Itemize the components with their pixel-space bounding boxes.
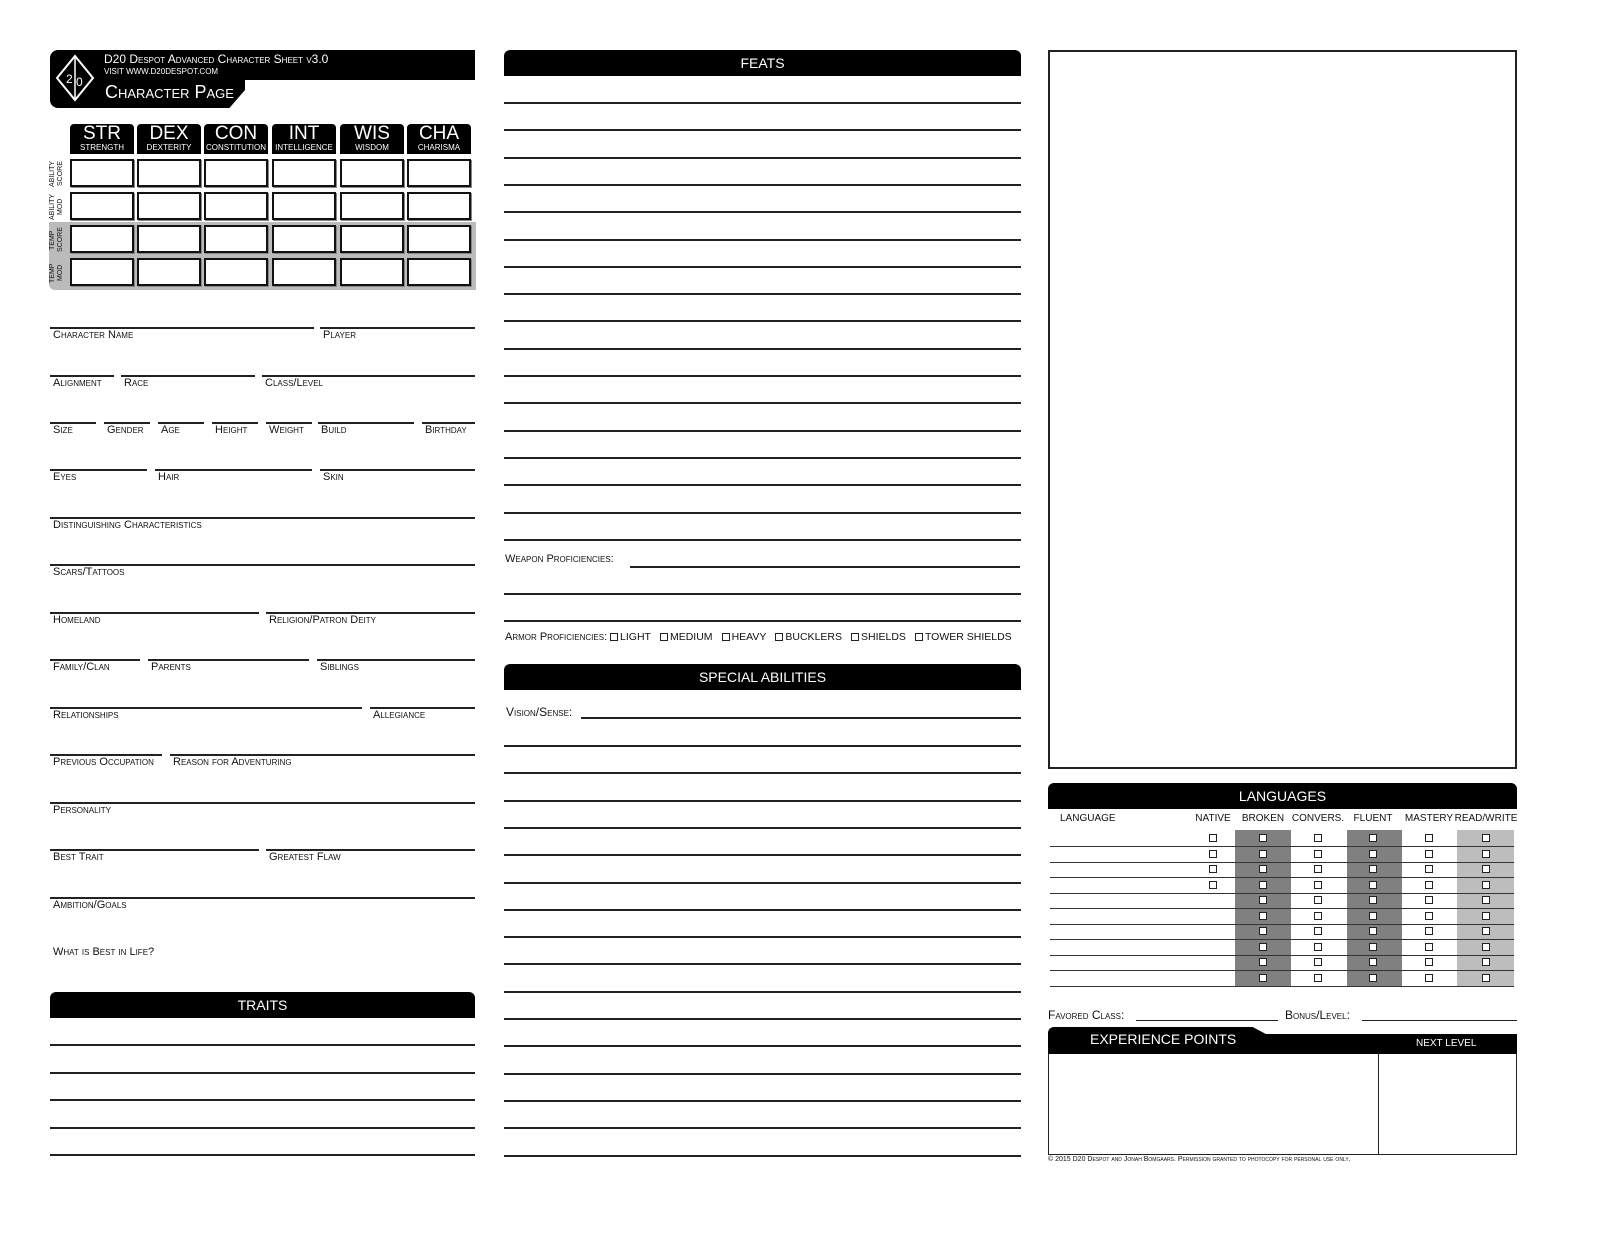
ability-row-label: TEMP MOD [49, 263, 64, 283]
field-label-personality: Personality [53, 804, 112, 816]
feats-header: FEATS [504, 50, 1021, 76]
character-portrait-box[interactable] [1048, 50, 1517, 769]
ability-input-cha[interactable] [407, 159, 471, 187]
language-checkbox[interactable] [1259, 834, 1267, 842]
field-label-siblings: Siblings [320, 661, 359, 673]
trait-line[interactable] [50, 1154, 475, 1156]
field-label-hair: Hair [158, 471, 180, 483]
special-ability-line[interactable] [504, 854, 1021, 856]
ability-input-con[interactable] [204, 159, 268, 187]
ability-name: CONSTITUTION [206, 143, 266, 152]
next-level-label: NEXT LEVEL [1416, 1038, 1477, 1049]
language-column-header: READ/WRITE [1454, 813, 1518, 824]
language-checkbox[interactable] [1369, 834, 1377, 842]
field-label-family-clan: Family/Clan [53, 661, 110, 673]
bonus-level-label: Bonus/Level: [1285, 1008, 1350, 1022]
ability-name: STRENGTH [80, 143, 124, 152]
ability-input-dex[interactable] [137, 159, 201, 187]
language-checkbox[interactable] [1259, 896, 1267, 904]
ability-name: DEXTERITY [146, 143, 192, 152]
language-name-field[interactable] [1050, 924, 1188, 939]
field-label-ambition-goals: Ambition/Goals [53, 899, 127, 911]
armor-option[interactable] [851, 631, 906, 643]
armor-option[interactable] [722, 631, 767, 643]
special-ability-line[interactable] [504, 745, 1021, 747]
feat-line[interactable] [504, 184, 1021, 186]
trait-line[interactable] [50, 1072, 475, 1074]
language-checkbox[interactable] [1314, 927, 1322, 935]
ability-header-wis [340, 124, 404, 154]
armor-proficiencies-label: Armor Proficiencies: [505, 631, 608, 643]
field-label-race: Race [124, 377, 149, 389]
armor-option-label: BUCKLERS [785, 631, 842, 643]
special-ability-line[interactable] [504, 882, 1021, 884]
field-label-size: Size [53, 424, 73, 436]
language-checkbox[interactable] [1314, 943, 1322, 951]
ability-input-cha[interactable] [407, 192, 471, 220]
ability-row-label: ABILITY SCORE [49, 160, 64, 188]
language-checkbox[interactable] [1425, 943, 1433, 951]
language-checkbox[interactable] [1259, 850, 1267, 858]
ability-header-dex [137, 124, 201, 154]
feat-line[interactable] [504, 402, 1021, 404]
feat-line[interactable] [504, 266, 1021, 268]
feat-line[interactable] [504, 375, 1021, 377]
language-checkbox[interactable] [1482, 834, 1490, 842]
vision-sense-label: Vision/Sense: [506, 705, 573, 719]
xp-title: EXPERIENCE POINTS [1090, 1031, 1237, 1047]
checkbox[interactable] [660, 633, 668, 641]
language-checkbox[interactable] [1482, 974, 1490, 982]
language-checkbox[interactable] [1259, 865, 1267, 873]
language-checkbox[interactable] [1209, 850, 1217, 858]
language-checkbox[interactable] [1314, 865, 1322, 873]
language-checkbox[interactable] [1425, 834, 1433, 842]
language-name-field[interactable] [1050, 955, 1188, 970]
language-name-field[interactable] [1050, 862, 1188, 877]
armor-option-label: TOWER SHIELDS [924, 631, 1012, 643]
field-label-skin: Skin [323, 471, 344, 483]
trait-line[interactable] [50, 1044, 475, 1046]
language-checkbox[interactable] [1425, 974, 1433, 982]
ability-row-label: TEMP SCORE [49, 227, 64, 253]
checkbox[interactable] [915, 633, 923, 641]
language-name-field[interactable] [1050, 909, 1188, 924]
feat-line[interactable] [504, 457, 1021, 459]
special-ability-line[interactable] [504, 1073, 1021, 1075]
language-checkbox[interactable] [1369, 958, 1377, 966]
ability-input-str[interactable] [70, 192, 134, 220]
field-label-allegiance: Allegiance [373, 709, 426, 721]
language-name-field[interactable] [1050, 847, 1188, 862]
favored-class-field[interactable] [1136, 1020, 1278, 1021]
language-name-field[interactable] [1050, 971, 1188, 986]
ability-header-str [70, 124, 134, 154]
ability-input-int[interactable] [272, 159, 336, 187]
language-checkbox[interactable] [1369, 865, 1377, 873]
special-ability-line[interactable] [504, 936, 1021, 938]
special-ability-line[interactable] [504, 963, 1021, 965]
field-label-class-level: Class/Level [265, 377, 324, 389]
ability-input-int[interactable] [272, 192, 336, 220]
language-checkbox[interactable] [1209, 881, 1217, 889]
special-abilities-header: SPECIAL ABILITIES [504, 664, 1021, 690]
special-ability-line[interactable] [504, 827, 1021, 829]
language-column-header: LANGUAGE [1060, 813, 1116, 824]
field-label-reason-for-adventuring: Reason for Adventuring [173, 756, 292, 768]
languages-header: LANGUAGES [1048, 783, 1517, 809]
field-label-player: Player [323, 329, 356, 341]
ability-input-con[interactable] [204, 225, 268, 253]
armor-proficiencies [505, 631, 1021, 643]
language-checkbox[interactable] [1314, 974, 1322, 982]
special-ability-line[interactable] [504, 772, 1021, 774]
checkbox[interactable] [610, 633, 618, 641]
language-checkbox[interactable] [1314, 834, 1322, 842]
svg-text:0: 0 [76, 75, 83, 89]
ability-name: WISDOM [355, 143, 389, 152]
armor-option[interactable] [660, 631, 713, 643]
feat-line[interactable] [504, 539, 1021, 541]
language-checkbox[interactable] [1314, 958, 1322, 966]
ability-input-str[interactable] [70, 159, 134, 187]
sheet-title: D20 Despot Advanced Character Sheet v3.0 [104, 52, 329, 66]
language-name-field[interactable] [1050, 940, 1188, 955]
language-checkbox[interactable] [1425, 896, 1433, 904]
field-label-scars-tattoos: Scars/Tattoos [53, 566, 125, 578]
language-checkbox[interactable] [1369, 850, 1377, 858]
language-column-header: CONVERS. [1291, 813, 1345, 824]
language-checkbox[interactable] [1482, 943, 1490, 951]
language-checkbox[interactable] [1369, 896, 1377, 904]
field-label-homeland: Homeland [53, 614, 101, 626]
feat-line[interactable] [504, 239, 1021, 241]
ability-abbr: DEX [149, 123, 189, 144]
field-label-build: Build [321, 424, 347, 436]
language-column-header: BROKEN [1241, 813, 1285, 824]
special-ability-line[interactable] [504, 909, 1021, 911]
language-column-header: MASTERY [1404, 813, 1454, 824]
language-row-line [1050, 986, 1514, 987]
weapon-line[interactable] [504, 620, 1021, 622]
language-column-header: FLUENT [1353, 813, 1393, 824]
armor-option[interactable] [610, 631, 651, 643]
ability-abbr: CHA [418, 123, 460, 144]
field-label-previous-occupation: Previous Occupation [53, 756, 154, 768]
field-label-height: Height [215, 424, 248, 436]
language-checkbox[interactable] [1425, 850, 1433, 858]
copyright-footer: © 2015 D20 Despot and Jonah Bomgaars. Permission granted to photocopy for personal use only. [1048, 1156, 1351, 1163]
language-checkbox[interactable] [1259, 943, 1267, 951]
language-checkbox[interactable] [1314, 912, 1322, 920]
page-title: Character Page [105, 82, 234, 102]
trait-line[interactable] [50, 1099, 475, 1101]
language-checkbox[interactable] [1482, 927, 1490, 935]
ability-input-con[interactable] [204, 258, 268, 286]
ability-row-label: ABILITY MOD [49, 193, 64, 221]
ability-input-dex[interactable] [137, 225, 201, 253]
field-label-character-name: Character Name [53, 329, 134, 341]
armor-option-label: HEAVY [731, 631, 767, 643]
field-line[interactable] [50, 802, 475, 804]
language-checkbox[interactable] [1482, 850, 1490, 858]
ability-input-wis[interactable] [340, 159, 404, 187]
ability-input-wis[interactable] [340, 225, 404, 253]
language-checkbox[interactable] [1482, 896, 1490, 904]
ability-input-cha[interactable] [407, 258, 471, 286]
ability-abbr: INT [288, 123, 320, 144]
ability-input-str[interactable] [70, 258, 134, 286]
language-name-field[interactable] [1050, 893, 1188, 908]
logo-icon [55, 54, 95, 102]
traits-header: TRAITS [50, 992, 475, 1018]
site-url: VISIT WWW.D20DESPOT.COM [104, 67, 219, 76]
ability-input-int[interactable] [272, 258, 336, 286]
language-checkbox[interactable] [1425, 865, 1433, 873]
field-label-distinguishing-characteristics: Distinguishing Characteristics [53, 519, 202, 531]
armor-option-label: MEDIUM [669, 631, 713, 643]
feat-line[interactable] [504, 512, 1021, 514]
special-ability-line[interactable] [504, 1155, 1021, 1157]
language-checkbox[interactable] [1259, 912, 1267, 920]
language-checkbox[interactable] [1314, 896, 1322, 904]
checkbox[interactable] [775, 633, 783, 641]
field-label-eyes: Eyes [53, 471, 77, 483]
trait-line[interactable] [50, 1127, 475, 1129]
armor-option-label: SHIELDS [861, 631, 906, 643]
field-label-birthday: Birthday [425, 424, 467, 436]
checkbox[interactable] [722, 633, 730, 641]
feat-line[interactable] [504, 348, 1021, 350]
ability-input-wis[interactable] [340, 192, 404, 220]
next-level-field[interactable] [1378, 1053, 1517, 1155]
language-checkbox[interactable] [1425, 927, 1433, 935]
language-checkbox[interactable] [1369, 912, 1377, 920]
feat-line[interactable] [504, 157, 1021, 159]
special-ability-line[interactable] [504, 1100, 1021, 1102]
field-label-age: Age [161, 424, 180, 436]
field-label-relationships: Relationships [53, 709, 119, 721]
field-label-what-is-best-in-life-: What is Best in Life? [53, 946, 155, 958]
weapon-proficiencies-field[interactable] [630, 566, 1020, 568]
field-label-religion-patron-deity: Religion/Patron Deity [269, 614, 376, 626]
feat-line[interactable] [504, 320, 1021, 322]
field-label-weight: Weight [269, 424, 304, 436]
language-checkbox[interactable] [1482, 865, 1490, 873]
language-name-field[interactable] [1050, 878, 1188, 893]
svg-text:2: 2 [66, 72, 73, 86]
feat-line[interactable] [504, 129, 1021, 131]
field-label-gender: Gender [107, 424, 144, 436]
ability-name: CHARISMA [417, 143, 461, 152]
special-ability-line[interactable] [504, 991, 1021, 993]
armor-option-label: LIGHT [620, 631, 651, 643]
language-checkbox[interactable] [1369, 943, 1377, 951]
language-checkbox[interactable] [1425, 881, 1433, 889]
ability-name: INTELLIGENCE [275, 143, 333, 152]
armor-option[interactable] [775, 631, 842, 643]
language-checkbox[interactable] [1259, 974, 1267, 982]
ability-input-dex[interactable] [137, 258, 201, 286]
favored-class-label: Favored Class: [1048, 1008, 1125, 1022]
ability-input-dex[interactable] [137, 192, 201, 220]
field-label-best-trait: Best Trait [53, 851, 104, 863]
bonus-level-field[interactable] [1362, 1020, 1517, 1021]
ability-header-con [204, 124, 268, 154]
ability-header-int [272, 124, 336, 154]
ability-input-wis[interactable] [340, 258, 404, 286]
language-checkbox[interactable] [1259, 927, 1267, 935]
language-checkbox[interactable] [1482, 958, 1490, 966]
ability-input-con[interactable] [204, 192, 268, 220]
field-label-parents: Parents [151, 661, 191, 673]
feat-line[interactable] [504, 102, 1021, 104]
language-name-field[interactable] [1050, 831, 1188, 846]
vision-sense-field[interactable] [581, 717, 1021, 719]
ability-abbr: WIS [354, 123, 390, 144]
language-checkbox[interactable] [1482, 912, 1490, 920]
field-label-greatest-flaw: Greatest Flaw [269, 851, 341, 863]
feat-line[interactable] [504, 293, 1021, 295]
special-ability-line[interactable] [504, 800, 1021, 802]
weapon-proficiencies-label: Weapon Proficiencies: [505, 553, 614, 565]
xp-field[interactable] [1048, 1053, 1379, 1155]
weapon-line[interactable] [504, 593, 1021, 595]
ability-input-int[interactable] [272, 225, 336, 253]
language-checkbox[interactable] [1425, 958, 1433, 966]
feat-line[interactable] [504, 430, 1021, 432]
feat-line[interactable] [504, 484, 1021, 486]
language-checkbox[interactable] [1314, 850, 1322, 858]
checkbox[interactable] [851, 633, 859, 641]
language-checkbox[interactable] [1369, 927, 1377, 935]
language-checkbox[interactable] [1425, 912, 1433, 920]
language-column-header: NATIVE [1195, 813, 1231, 824]
language-checkbox[interactable] [1259, 958, 1267, 966]
language-checkbox[interactable] [1369, 974, 1377, 982]
field-label-alignment: Alignment [53, 377, 102, 389]
language-checkbox[interactable] [1259, 881, 1267, 889]
special-ability-line[interactable] [504, 1018, 1021, 1020]
special-ability-line[interactable] [504, 1127, 1021, 1129]
feat-line[interactable] [504, 211, 1021, 213]
ability-input-str[interactable] [70, 225, 134, 253]
armor-option[interactable] [915, 631, 1012, 643]
language-checkbox[interactable] [1209, 834, 1217, 842]
language-checkbox[interactable] [1209, 865, 1217, 873]
language-checkbox[interactable] [1369, 881, 1377, 889]
ability-abbr: CON [214, 123, 258, 144]
language-checkbox[interactable] [1314, 881, 1322, 889]
ability-input-cha[interactable] [407, 225, 471, 253]
special-ability-line[interactable] [504, 1045, 1021, 1047]
language-checkbox[interactable] [1482, 881, 1490, 889]
ability-abbr: STR [83, 123, 121, 144]
ability-header-cha [407, 124, 471, 154]
